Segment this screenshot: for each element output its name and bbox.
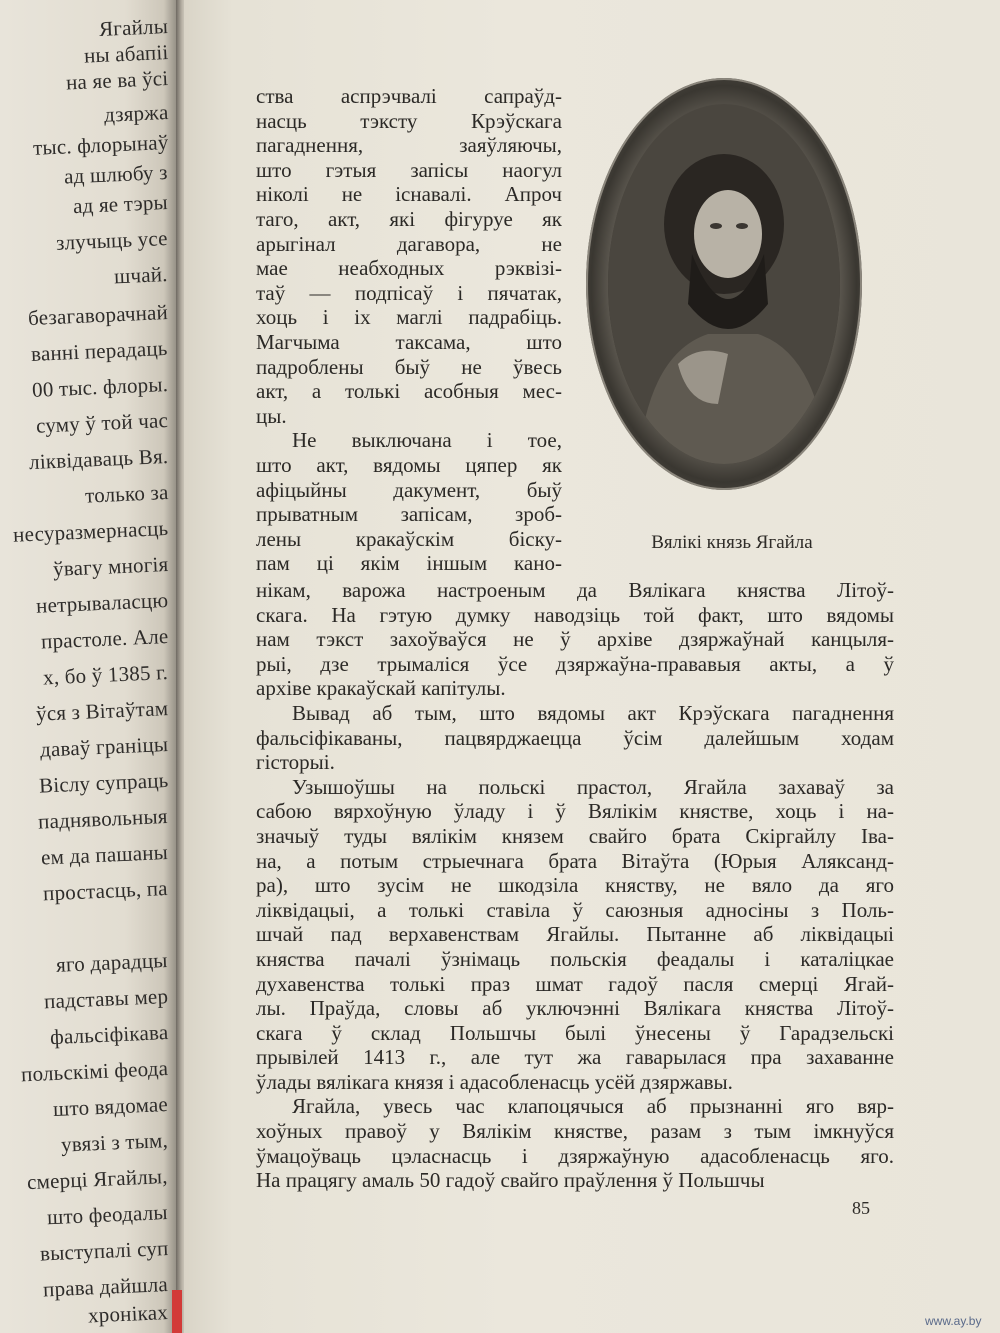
left-page-line: увязі з тым, — [60, 1128, 169, 1157]
text-line: ўлады вялікага князя і адасобленасць усёй дзяржавы. — [256, 1069, 733, 1094]
text-line: хоўных правоў у Вялікім княстве, разам з тым імкнуўся — [256, 1119, 894, 1144]
text-line: Узышоўшы на польскі прастол, Ягайла захаваў за — [292, 774, 894, 799]
page-number: 85 — [852, 1198, 870, 1218]
text-line: На працягу амаль 50 гадоў свайго праўлення ў Польшчы — [256, 1168, 765, 1193]
text-line: лены кракаўскім біску- — [256, 526, 562, 551]
left-page-line: што феодалы — [46, 1200, 169, 1230]
text-line: Вывад аб тым, што вядомы акт Крэўскага пагаднення — [292, 700, 894, 725]
left-page-line: тыс. флорынаў — [32, 130, 169, 160]
text-line: ніколі не існавалі. Апроч — [256, 182, 562, 207]
text-line: скага ў склад Польшчы былі ўнесены ў Гарадзельскі — [256, 1020, 894, 1045]
text-line: фальсіфікаваны, пацвярджаецца ўсім далейшым ходам — [256, 725, 894, 750]
left-page-line: ліквідаваць Вя. — [28, 444, 169, 475]
text-line: рыі, дзе трымаліся ўсе дзяржаўна-прававыя акты, а ў — [256, 651, 894, 676]
left-facing-page — [0, 0, 178, 1333]
text-line: княства пачалі ўзнімаць польскія феадалы і каталіцкае — [256, 946, 894, 971]
text-line: што гэтыя запісы наогул — [256, 157, 562, 182]
text-line: прывілей 1413 г., але тут жа гаварылася пра захаванне — [256, 1045, 894, 1070]
left-page-line: несуразмернасць — [12, 516, 169, 547]
text-line: ўмацоўваць цэласнасць і дзяржаўную адасобленасць яго. — [256, 1143, 894, 1168]
text-line: гісторыі. — [256, 750, 335, 775]
left-page-line: ванні перадаць — [31, 336, 169, 366]
left-page-line: хроніках — [87, 1300, 169, 1328]
text-line: хоць і іх маглі падрабіць. — [256, 305, 562, 330]
portrait-illustration — [608, 104, 840, 464]
narrow-text-column — [256, 84, 562, 576]
left-page-line: Віслу супраць — [38, 768, 169, 798]
text-line: сабою вярхоўную ўладу і ў Вялікім княстве, хоць і на- — [256, 799, 894, 824]
text-line: на, а потым стрыечнага брата Вітаўта (Юрыя Аляксанд- — [256, 848, 894, 873]
left-page-line: прастоле. Але — [40, 624, 169, 654]
left-page-line: паднявольныя — [37, 804, 169, 834]
text-line: духавенства толькі праз шмат гадоў пасля смерці Ягай- — [256, 971, 894, 996]
left-page-line: яго дарадцы — [55, 948, 169, 977]
text-line: таго, акт, які фігуруе як — [256, 206, 562, 231]
text-line: значыў туды вялікім князем свайго брата Скіргайлу Іва- — [256, 823, 894, 848]
text-line: Не выключана і тое, — [292, 428, 562, 453]
text-line: што акт, вядомы цяпер як — [256, 452, 562, 477]
left-page-line: даваў граніцы — [39, 732, 169, 762]
text-line: прыватным запісам, зроб- — [256, 502, 562, 527]
text-line: мае неабходных рэквізі- — [256, 256, 562, 281]
text-line: скага. На гэтую думку наводзіць той факт, што вядомы — [256, 602, 894, 627]
wide-text-column — [256, 578, 894, 1193]
text-line: шчай пад верхавенствам Ягайлы. Пытанне аб ліквідацыі — [256, 922, 894, 947]
left-page-line: ад шлюбу з — [64, 160, 169, 189]
left-page-line: што вядомае — [52, 1092, 169, 1122]
left-page-line: ўся з Вітаўтам — [35, 696, 169, 726]
left-page-line: суму ў той час — [35, 408, 169, 438]
left-page-line: Ягайлы — [98, 14, 169, 41]
portrait-oval-frame — [586, 78, 862, 490]
left-page-line: только за — [84, 480, 169, 508]
portrait-caption: Вялікі князь Ягайла — [651, 532, 813, 553]
left-page-line: смерці Ягайлы, — [27, 1164, 169, 1195]
left-page-line: права дайшла — [42, 1272, 169, 1302]
text-line: пам ці якім іншым кано- — [256, 551, 562, 576]
text-line: ра), што зусім не шкодзіла княству, не вяло да яго — [256, 873, 894, 898]
left-page-line: безагаворачнай — [27, 300, 169, 331]
left-page-line: шчай. — [113, 262, 169, 289]
portrait-image — [608, 104, 840, 464]
text-line: акт, а толькі асобныя мес- — [256, 379, 562, 404]
text-line: архіве кракаўскай капітулы. — [256, 676, 506, 701]
text-line: арыгінал дагавора, не — [256, 231, 562, 256]
text-line: афіцыйны дакумент, быў — [256, 477, 562, 502]
left-page-line: выступалі суп — [39, 1236, 169, 1266]
text-line: пагаднення, заяўляючы, — [256, 133, 562, 158]
text-line: нікам, варожа настроеным да Вялікага княства Літоў- — [256, 578, 894, 602]
text-line: цы. — [256, 403, 287, 428]
left-page-line: простасць, па — [42, 876, 169, 906]
text-line: ства аспрэчвалі сапраўд- — [256, 84, 562, 108]
text-line: нам тэкст захоўваўся не ў архіве дзяржаўнай канцыля- — [256, 627, 894, 652]
left-page-line: ўвагу многія — [52, 552, 169, 582]
text-line: Ягайла, увесь час клапоцячыся аб прызнанні яго вяр- — [292, 1094, 894, 1119]
text-line: падроблены быў не ўвесь — [256, 354, 562, 379]
left-page-line: дзяржа — [103, 100, 169, 127]
left-page-line: на яе ва ўсі — [65, 66, 169, 95]
left-page-line: нетрываласцю — [35, 588, 169, 618]
text-line: ліквідацыі, а толькі ставіла ў саюзныя адносіны з Поль- — [256, 897, 894, 922]
watermark: www.ay.by — [925, 1314, 982, 1328]
text-line: таў — подпісаў і пячатак, — [256, 280, 562, 305]
left-page-line: польскімі феода — [20, 1056, 169, 1087]
text-line: насць тэксту Крэўскага — [256, 108, 562, 133]
left-page-line: ем да пашаны — [40, 840, 169, 870]
left-page-line: х, бо ў 1385 г. — [42, 660, 169, 690]
left-page-line: падставы мер — [43, 984, 169, 1014]
left-page-line: 00 тыс. флоры. — [31, 372, 169, 402]
text-line: лы. Праўда, словы аб уключэнні Вялікага княства Літоў- — [256, 996, 894, 1021]
text-line: Магчыма таксама, што — [256, 329, 562, 354]
left-page-line: злучыць усе — [55, 226, 169, 255]
left-page-line: ад яе тэры — [72, 190, 169, 219]
left-page-line: фальсіфікава — [49, 1020, 169, 1050]
left-page-line: ны абапіі — [83, 40, 169, 68]
red-cover-edge — [172, 1290, 182, 1333]
